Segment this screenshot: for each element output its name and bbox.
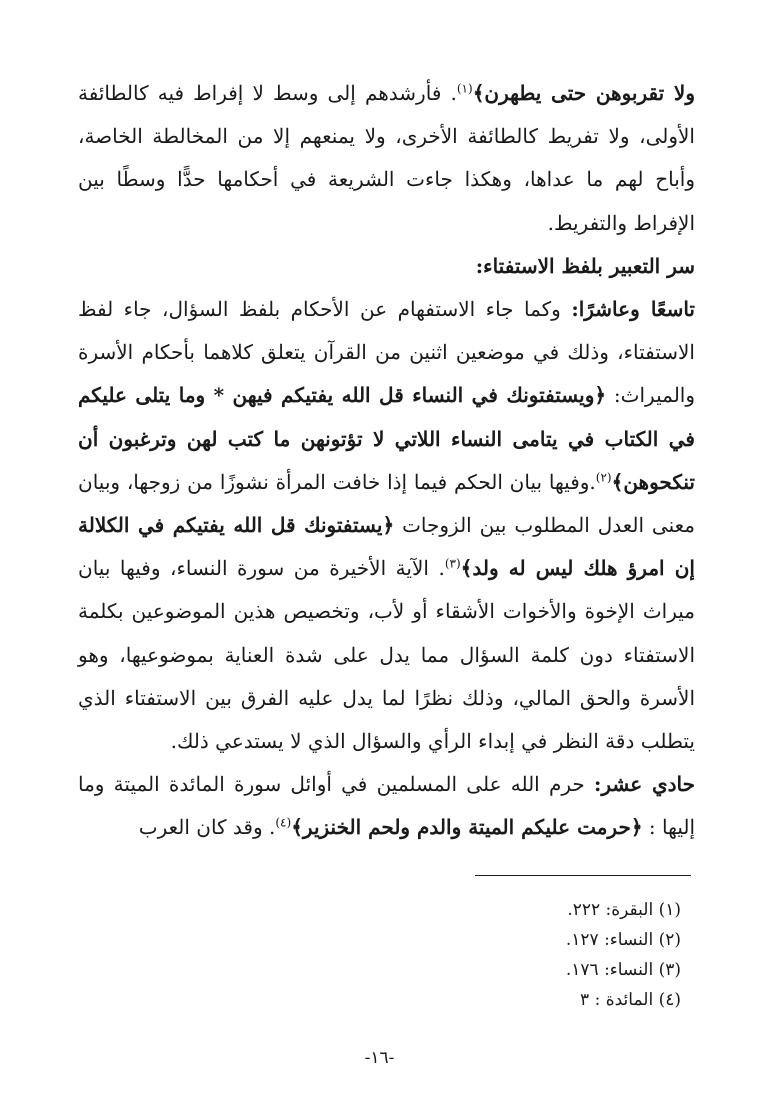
footnote-item: (٢) النساء: ١٢٧. bbox=[565, 930, 681, 950]
paragraph-text: . وقد كان العرب bbox=[138, 815, 276, 840]
footnote-ref: (٢) bbox=[595, 470, 612, 485]
paragraph-3 bbox=[78, 763, 695, 849]
quran-quote: ﴿ويستفتونك في النساء قل الله يفتيكم فيهن * وما يتلى عليكم في الكتاب في يتامى النساء اللاتي لا تؤتونهن ما كتب لهن وترغبون أن تنكحوهن﴾ bbox=[78, 383, 695, 494]
paragraph-text: .وفيها بيان الحكم فيما إذا خافت المرأة نشوزًا من زوجها، وبيان معنى العدل المطلوب بين الزوجات bbox=[78, 469, 695, 538]
paragraph-text: . الآية الأخيرة من سورة النساء، وفيها بيان ميراث الإخوة والأخوات الأشقاء أو لأب، وتخصيص هذين الموضوعين بكلمة الاستفتاء دون كلمة السؤال مما يدل على شدة العناية بموضوعيها، وهو الأسرة والحق المالي، وذلك نظرًا لما يدل عليه الفرق بين الاستفتاء الذي يتطلب دقة النظر في إبداء الرأي والسؤال الذي لا يستدعي ذلك. bbox=[78, 556, 695, 754]
paragraph-1 bbox=[78, 72, 695, 245]
footnote-ref: (٣) bbox=[444, 556, 461, 571]
quran-quote: ﴿حرمت عليكم الميتة والدم ولحم الخنزير﴾ bbox=[291, 815, 643, 840]
paragraph-lead: تاسعًا وعاشرًا: bbox=[571, 297, 695, 322]
footnote-item: (١) البقرة: ٢٢٢. bbox=[567, 900, 681, 920]
paragraph-2 bbox=[78, 288, 695, 763]
footnote-item: (٤) المائدة : ٣ bbox=[580, 990, 681, 1010]
main-text bbox=[78, 72, 695, 850]
footnote-ref: (١) bbox=[456, 81, 473, 96]
footnote-ref: (٤) bbox=[275, 815, 292, 830]
section-heading: سر التعبير بلفظ الاستفتاء: bbox=[475, 253, 695, 278]
quote-bracket: ﴾ bbox=[472, 81, 485, 105]
quran-quote: ولا تقربوهن حتى يطهرن bbox=[484, 81, 695, 105]
footnote-divider bbox=[475, 875, 691, 876]
paragraph-text: حرم الله على المسلمين في أوائل سورة المائدة الميتة وما إليها : bbox=[78, 772, 695, 840]
paragraph-text: . فأرشدهم إلى وسط لا إفراط فيه كالطائفة الأولى، ولا تفريط كالطائفة الأخرى، ولا يمنعهم إلا من المخالطة الخاصة، وأباح لهم ما عداها، وهكذا جاءت الشريعة في أحكامها حدًّا وسطًا بين الإفراط والتفريط. bbox=[78, 81, 695, 235]
footnotes bbox=[566, 895, 681, 1015]
quran-quote: ﴿يستفتونك قل الله يفتيكم في الكلالة إن امرؤ هلك ليس له ولد﴾ bbox=[78, 513, 695, 581]
paragraph-lead: حادي عشر: bbox=[593, 772, 695, 797]
footnote-item: (٣) النساء: ١٧٦. bbox=[565, 960, 681, 980]
paragraph-text: وكما جاء الاستفهام عن الأحكام بلفظ السؤال، جاء لفظ الاستفتاء، وذلك في موضعين اثنين من القرآن يتعلق كلاهما بأحكام الأسرة والميراث: bbox=[78, 297, 696, 408]
page-number: -١٦- bbox=[364, 1048, 395, 1068]
